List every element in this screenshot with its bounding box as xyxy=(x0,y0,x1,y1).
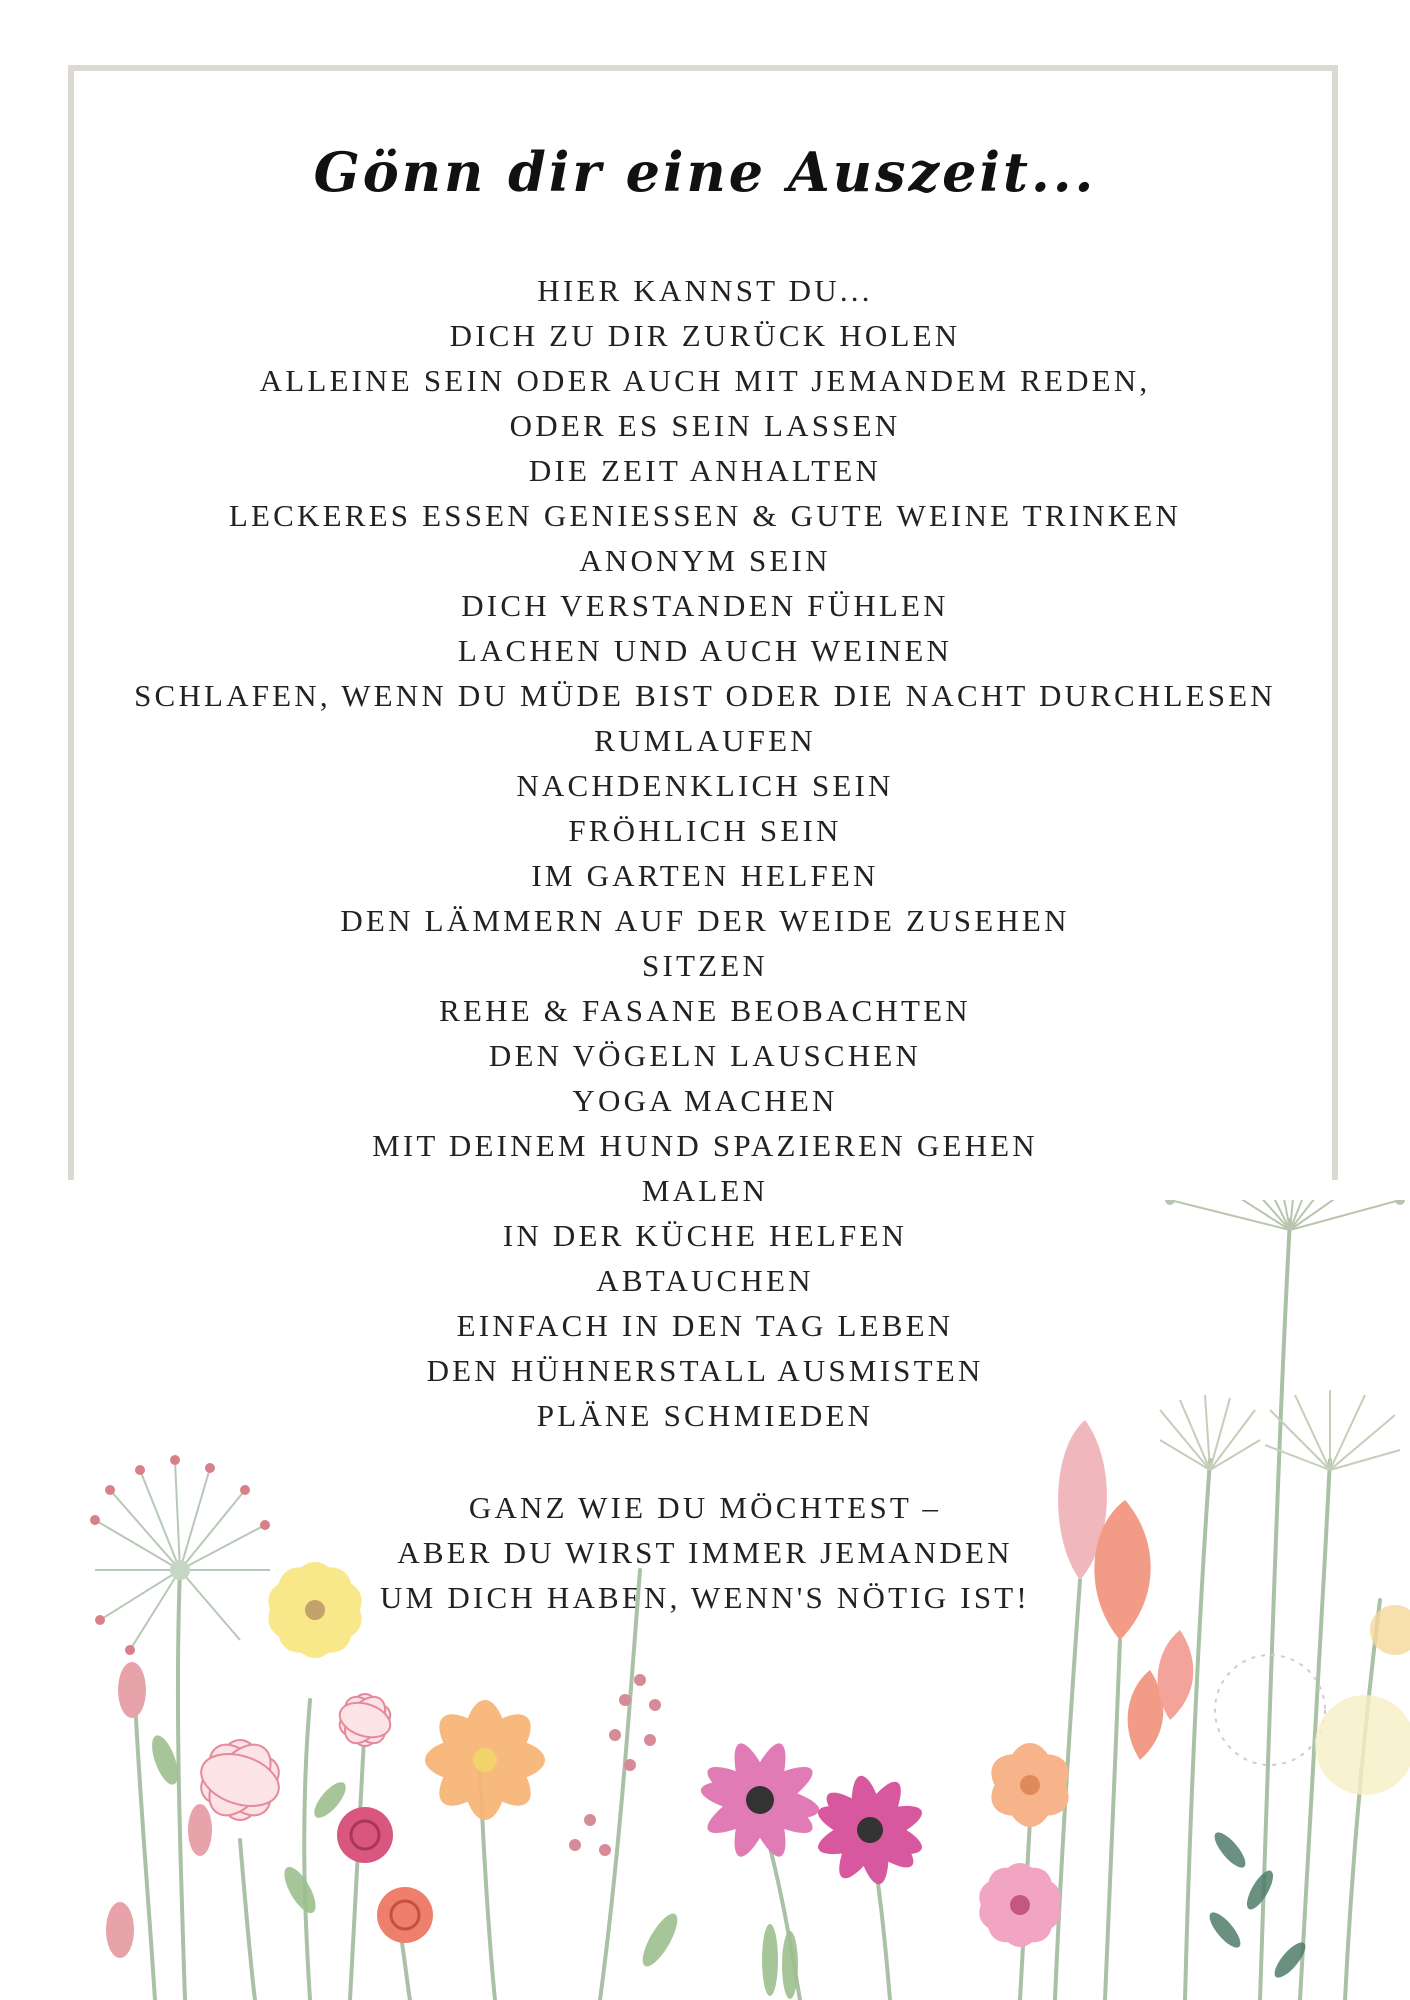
dandelion-center xyxy=(170,1560,190,1580)
activity-line: NACHDENKLICH SEIN xyxy=(516,768,894,803)
activity-line: DEN HÜHNERSTALL AUSMISTEN xyxy=(426,1353,984,1388)
page-title: Gönn dir eine Auszeit... xyxy=(313,140,1097,204)
stem xyxy=(178,1570,185,2000)
closing-line: ABER DU WIRST IMMER JEMANDEN xyxy=(397,1535,1013,1570)
stem xyxy=(240,1840,255,2000)
activity-line: LECKERES ESSEN GENIESSEN & GUTE WEINE TRINKEN xyxy=(228,498,1182,533)
small-pink-flower xyxy=(335,1690,394,1751)
tulip-small xyxy=(1158,1630,1194,1720)
activity-line: YOGA MACHEN xyxy=(572,1083,838,1118)
stem xyxy=(1345,1600,1380,2000)
activity-line: FRÖHLICH SEIN xyxy=(568,813,842,848)
yellow-flower-center xyxy=(305,1600,325,1620)
leaves-right xyxy=(1205,1828,1311,1982)
activity-line: RUMLAUFEN xyxy=(594,723,816,758)
puff-yellow xyxy=(1315,1695,1410,1795)
activity-line: DEN LÄMMERN AUF DER WEIDE ZUSEHEN xyxy=(340,903,1070,938)
coral-rose xyxy=(377,1887,433,1943)
activity-line: ALLEINE SEIN ODER AUCH MIT JEMANDEM REDEN, xyxy=(259,363,1151,398)
activity-line: IM GARTEN HELFEN xyxy=(531,858,879,893)
activity-line: DEN VÖGELN LAUSCHEN xyxy=(488,1038,922,1073)
stem xyxy=(135,1700,155,2000)
activity-line: REHE & FASANE BEOBACHTEN xyxy=(439,993,971,1028)
activity-line: ODER ES SEIN LASSEN xyxy=(509,408,901,443)
stem xyxy=(1105,1640,1120,2000)
activity-line: EINFACH IN DEN TAG LEBEN xyxy=(456,1308,954,1343)
closing-line: UM DICH HABEN, WENN'S NÖTIG IST! xyxy=(380,1580,1030,1615)
activity-line: DIE ZEIT ANHALTEN xyxy=(528,453,882,488)
berry-sprig xyxy=(569,1674,661,1856)
activity-line: MIT DEINEM HUND SPAZIEREN GEHEN xyxy=(372,1128,1038,1163)
magenta-daisy-center xyxy=(746,1786,774,1814)
stem xyxy=(304,1700,310,2000)
pink-bud xyxy=(106,1902,134,1958)
pink-flower-right-center xyxy=(1010,1895,1030,1915)
peach-flower-center xyxy=(1020,1775,1040,1795)
magenta-daisy-2-center xyxy=(857,1817,883,1843)
pink-bud xyxy=(118,1662,146,1718)
closing-line: GANZ WIE DU MÖCHTEST – xyxy=(468,1490,942,1525)
activity-line: DICH VERSTANDEN FÜHLEN xyxy=(461,588,949,623)
dandelion-large xyxy=(1170,1200,1400,1230)
activity-line: DICH ZU DIR ZURÜCK HOLEN xyxy=(449,318,961,353)
orange-daisy-center xyxy=(473,1748,497,1772)
rose-flower xyxy=(337,1807,393,1863)
activity-line: PLÄNE SCHMIEDEN xyxy=(536,1398,874,1433)
activity-line: SITZEN xyxy=(642,948,768,983)
stem xyxy=(1185,1460,1210,2000)
activity-line: MALEN xyxy=(641,1173,769,1208)
flower-illustration xyxy=(0,1200,1410,2000)
activity-line: LACHEN UND AUCH WEINEN xyxy=(457,633,953,668)
activity-line: SCHLAFEN, WENN DU MÜDE BIST ODER DIE NACHT DURCHLESEN xyxy=(134,678,1276,713)
stem xyxy=(600,1570,640,2000)
activity-line: ANONYM SEIN xyxy=(579,543,831,578)
activity-line: IN DER KÜCHE HELFEN xyxy=(502,1218,908,1253)
pink-bud xyxy=(188,1804,212,1856)
activity-line: ABTAUCHEN xyxy=(596,1263,814,1298)
activity-line: HIER KANNST DU... xyxy=(537,273,873,308)
